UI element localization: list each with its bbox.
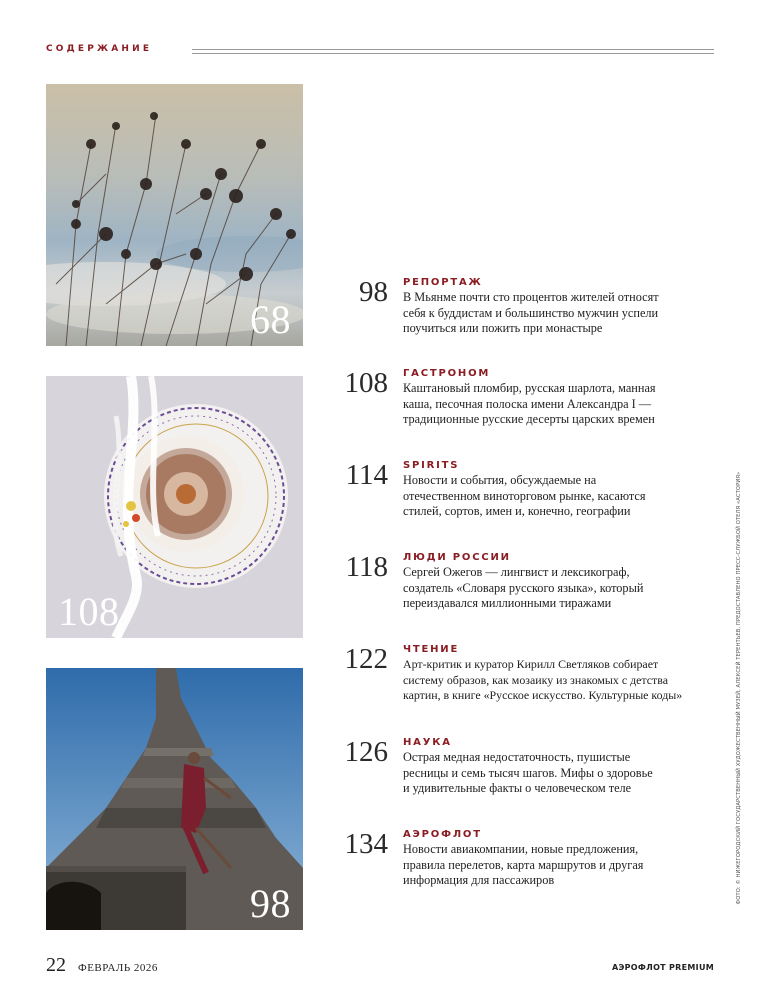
toc-desc-line: В Мьянме почти сто процентов жителей относят [403, 290, 659, 304]
issue-date: ФЕВРАЛЬ 2026 [78, 962, 158, 974]
photo-credit [734, 450, 744, 930]
toc-page-number: 118 [345, 551, 388, 583]
toc-desc-line: отечественном виноторговом рынке, касаются [403, 488, 646, 503]
toc-heading: SPIRITS [403, 460, 460, 471]
toc-desc-line: традиционные русские десерты царских времен [403, 412, 655, 426]
magazine-name: АЭРОФЛОТ PREMIUM [611, 963, 714, 972]
toc-description [403, 290, 723, 337]
photo-painting-flowers[interactable] [46, 84, 303, 346]
toc-page-number: 108 [344, 367, 388, 399]
toc-heading: РЕПОРТАЖ [403, 277, 483, 288]
toc-page-number: 114 [345, 459, 388, 491]
toc-heading: ГАСТРОНОМ [403, 368, 491, 379]
toc-heading: НАУКА [403, 737, 452, 748]
toc-page-number: 98 [359, 276, 388, 308]
toc-page-number: 122 [344, 643, 388, 675]
photo-page-number: 108 [58, 589, 120, 634]
toc-desc-line: картин, в книге «Русское искусство. Культурные коды» [403, 688, 683, 702]
toc-description [403, 473, 723, 520]
toc-description [403, 381, 723, 428]
photo-credit-text: ФОТО: © НИЖЕГОРОДСКИЙ ГОСУДАРСТВЕННЫЙ ХУДОЖЕСТВЕННЫЙ МУЗЕЙ, АЛЕКСЕЙ ТЕРЕНТЬЕВ, ПРЕДОСТАВЛЕНО ПРЕСС-СЛУЖБОЙ ОТЕЛЯ «АСТОРИЯ» [736, 471, 742, 905]
toc-desc-line: правила перелетов, карта маршрутов и другая [403, 857, 644, 872]
photo-monk-stupa[interactable] [46, 668, 303, 930]
toc-desc-line: себя к буддистам и большинство мужчин успели [403, 305, 659, 320]
toc-heading: ЧТЕНИЕ [403, 644, 460, 655]
toc-description [403, 565, 723, 612]
toc-desc-line: создатель «Словаря русского языка», который [403, 580, 644, 595]
toc-desc-line: Арт-критик и куратор Кирилл Светляков собирает [403, 657, 659, 671]
toc-page-number: 134 [344, 828, 388, 860]
toc-desc-line: Новости и события, обсуждаемые на [403, 473, 597, 487]
toc-desc-line: информация для пассажиров [403, 873, 555, 887]
toc-desc-line: Новости авиакомпании, новые предложения, [403, 842, 639, 856]
toc-desc-line: Острая медная недостаточность, пушистые [403, 750, 631, 764]
photo-dessert[interactable] [46, 376, 303, 638]
toc-description [403, 842, 723, 889]
toc-description [403, 657, 723, 704]
toc-heading: АЭРОФЛОТ [403, 829, 482, 840]
toc-desc-line: переиздавался миллионными тиражами [403, 596, 612, 610]
toc-desc-line: поучиться или пожить при монастыре [403, 321, 603, 335]
toc-desc-line: каша, песочная полоска имени Александра I — [403, 396, 652, 411]
header-rule [192, 49, 714, 54]
toc-heading: ЛЮДИ РОССИИ [403, 552, 511, 563]
photo-page-number: 98 [250, 881, 291, 926]
toc-desc-line: и удивительные факты о человеческом теле [403, 781, 632, 795]
toc-desc-line: Сергей Ожегов — лингвист и лексикограф, [403, 565, 630, 579]
toc-desc-line: стилей, сортов, имен и, конечно, географии [403, 504, 631, 518]
photo-page-number: 68 [250, 297, 291, 342]
toc-desc-line: ресницы и семь тысяч шагов. Мифы о здоровье [403, 765, 653, 780]
page-number: 22 [46, 954, 66, 976]
toc-description [403, 750, 723, 797]
toc-desc-line: Каштановый пломбир, русская шарлота, манная [403, 381, 656, 395]
toc-page-number: 126 [344, 736, 388, 768]
toc-desc-line: систему образов, как мозаику из знакомых с детства [403, 672, 668, 687]
section-label: СОДЕРЖАНИЕ [46, 44, 153, 54]
